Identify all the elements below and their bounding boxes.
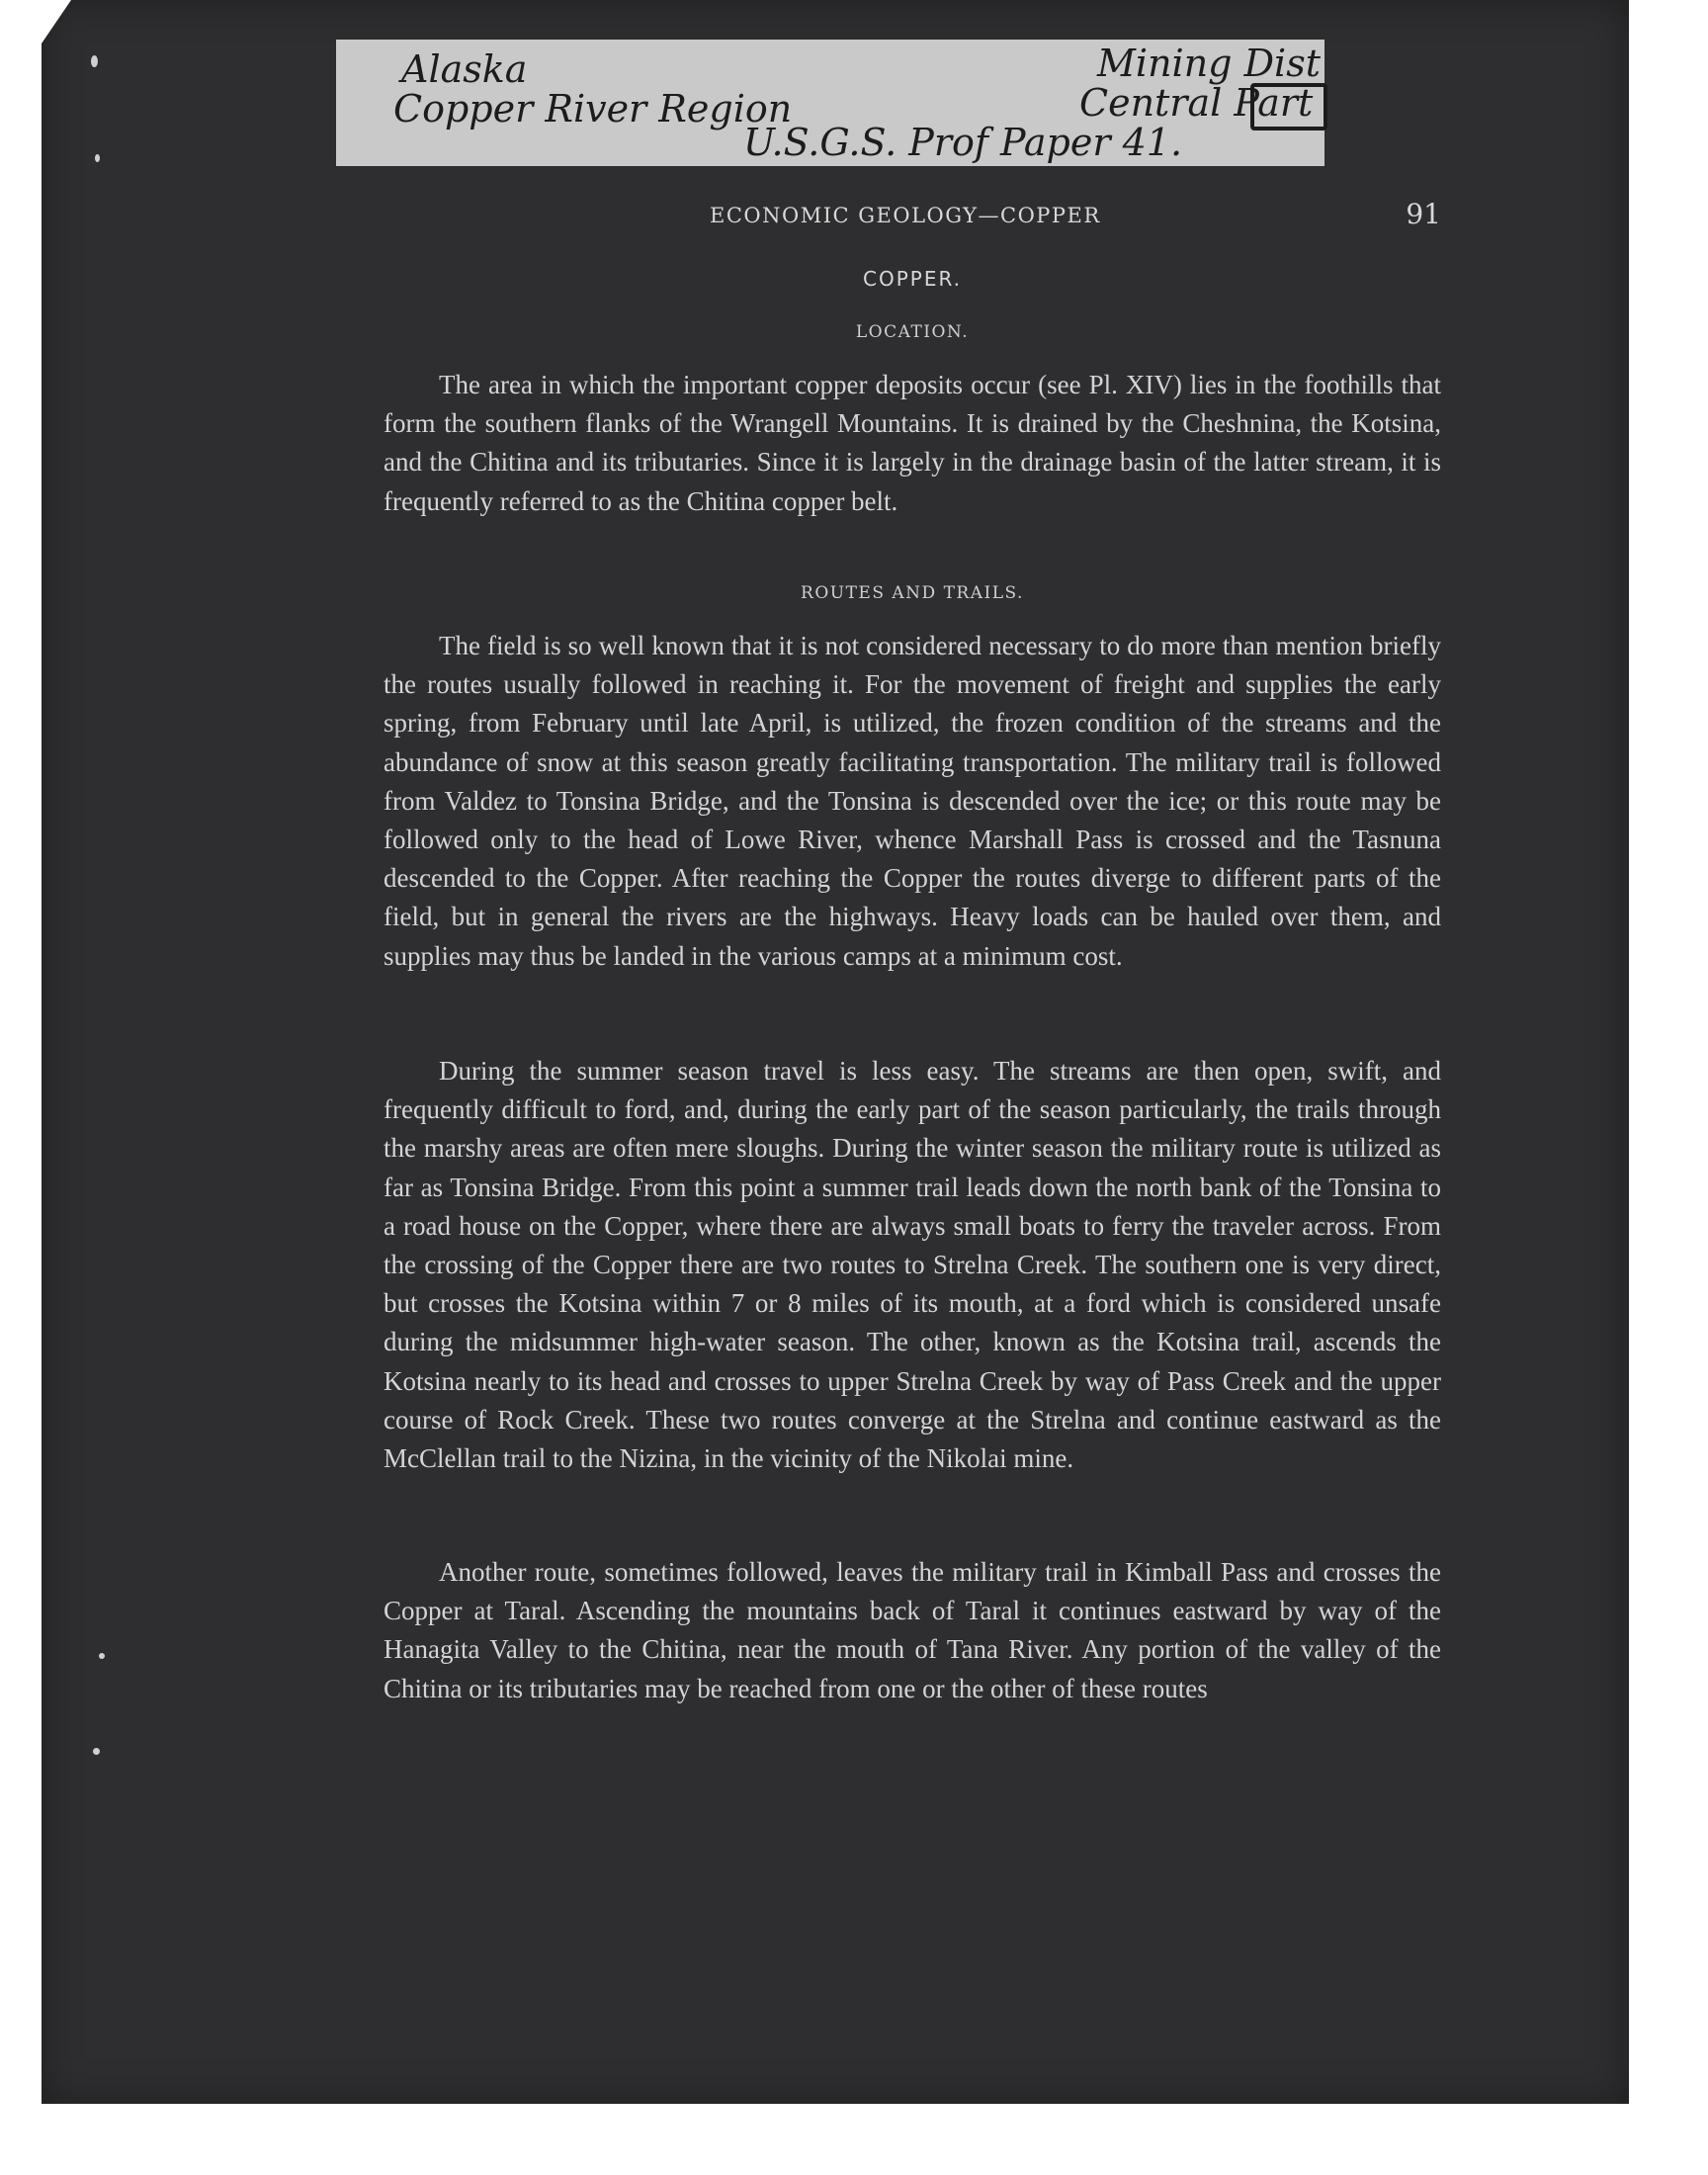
section-title: COPPER. [862, 267, 962, 291]
paragraph-routes-3: Another route, sometimes followed, leaves the military trail in Kimball Pass and crosses the Copper at Taral. Ascending the mountains back of Taral it continues eastward by way of the Hanagita Valley to the Chitina, near the mouth of Tana River. Any portion of the valley of the Chitina or its tributaries may be reached from one or the other of these routes [384, 1557, 1441, 1703]
stamp-mark [1250, 83, 1327, 130]
handwritten-label [336, 40, 1324, 166]
page-corner-fold [42, 0, 71, 44]
scan-speck [91, 55, 98, 67]
scan-speck [93, 1748, 100, 1755]
paragraph-routes-2: During the summer season travel is less easy. The streams are then open, swift, and frequently difficult to ford, and, during the early part of the season particularly, the trails through the marshy areas are often mere sloughs. During the winter season the military route is utilized as far as Tonsina Bridge. From this point a summer trail leads down the north bank of the Tonsina to a road house on the Copper, where there are always small boats to ferry the traveler across. From the crossing of the Copper there are two routes to Strelna Creek. The southern one is very direct, but crosses the Kotsina within 7 or 8 miles of its mouth, at a ford which is considered unsafe during the midsummer high-water season. The other, known as the Kotsina trail, ascends the Kotsina nearly to its head and crosses to upper Strelna Creek by way of Pass Creek and the upper course of Rock Creek. These two routes converge at the Strelna and continue eastward as the McClellan trail to the Nizina, in the vicinity of the Nikolai mine. [384, 1056, 1441, 1474]
label-line-2: Copper River Region [393, 87, 793, 130]
paragraph-location: The area in which the important copper deposits occur (see Pl. XIV) lies in the foothills that form the southern flanks of the Wrangell Mountains. It is drained by the Cheshnina, the Kotsina, and the Chitina and its tributaries. Since it is largely in the drainage basin of the latter stream, it is frequently referred to as the Chitina copper belt. [384, 370, 1441, 516]
label-line-1: Alaska [401, 47, 528, 91]
paragraph-routes-1: The field is so well known that it is not considered necessary to do more than mention briefly the routes usually followed in reaching it. For the movement of freight and supplies the early spring, from February until late April, is utilized, the frozen condition of the streams and the abundance of snow at this season greatly facilitating transportation. The military trail is followed from Valdez to Tonsina Bridge, and the Tonsina is descended over the ice; or this route may be followed only to the head of Lowe River, whence Marshall Pass is crossed and the Tasnuna descended to the Copper. After reaching the Copper the routes diverge to different parts of the field, but in general the rivers are the highways. Heavy loads can be hauled over them, and supplies may thus be landed in the various camps at a minimum cost. [384, 631, 1441, 971]
label-right-1: Mining Dist [1097, 42, 1321, 85]
subhead-location: LOCATION. [855, 322, 970, 342]
subhead-routes: ROUTES AND TRAILS. [801, 583, 1024, 603]
running-title: ECONOMIC GEOLOGY—COPPER [710, 204, 1101, 227]
scanner-margin [0, 2106, 1708, 2175]
page-number: 91 [1406, 198, 1441, 230]
scan-speck [99, 1653, 105, 1659]
scan-speck [95, 154, 100, 162]
running-head [384, 198, 1441, 237]
label-right-2: Central Part [1079, 81, 1314, 125]
label-line-3: U.S.G.S. Prof Paper 41. [743, 121, 1183, 164]
